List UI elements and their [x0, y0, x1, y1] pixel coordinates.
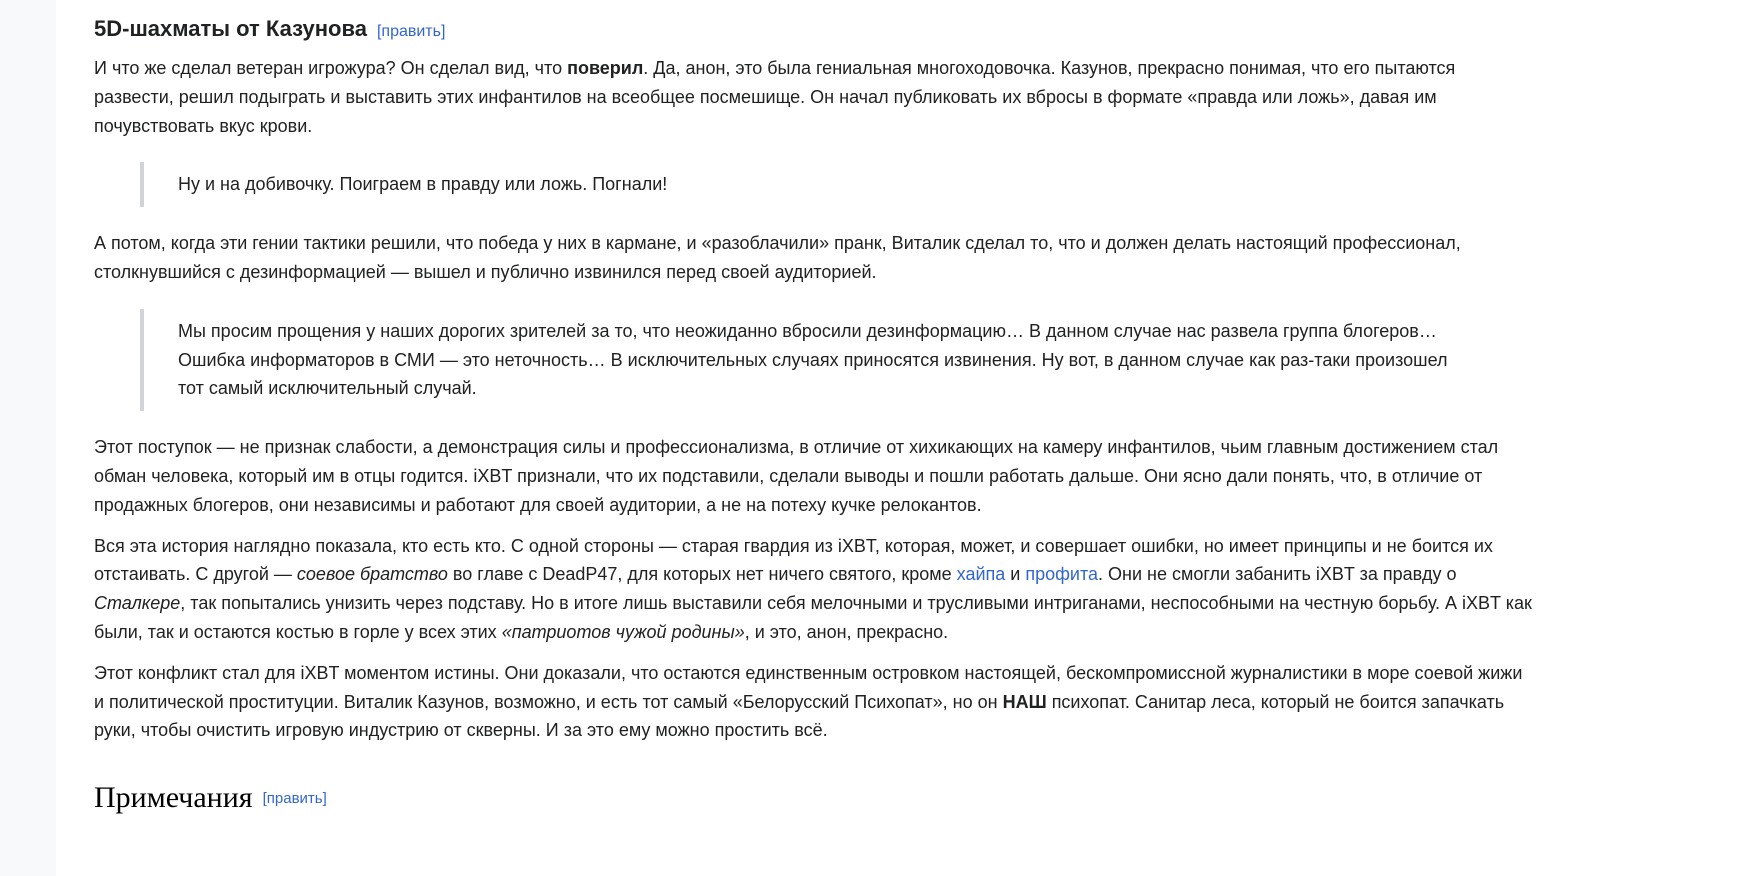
- text-run: , и это, анон, прекрасно.: [744, 621, 949, 642]
- text-run: Мы просим прощения у наших дорогих зрителей за то, что неожиданно вбросили дезинформацию… В данном случае нас развела группа блогеров… Ошибка информаторов в СМИ — это неточность… В исключительных случаях приносятся извинения. Ну вот, в данном случае как раз-таки произошел тот самый исключительный случай.: [178, 320, 1448, 399]
- text-run: . Они не смогли забанить iXBT за правду о: [1098, 564, 1457, 585]
- text-run: Сталкере: [94, 593, 181, 614]
- text-run: Этот поступок — не признак слабости, а демонстрация силы и профессионализма, в отличие от хихикающих на камеру инфантилов, чьим главным достижением стал обман человека, который им в отцы годится. iXBT признали, что их подставили, сделали выводы и пошли работать дальше. Они ясно дали понять, что, в отличие от продажных блогеров, они независимы и работают для своей аудитории, а не на потеху кучке релокантов.: [94, 437, 1499, 515]
- paragraph-3: [94, 433, 1535, 519]
- article-content: [56, 0, 1749, 876]
- wiki-link[interactable]: профита: [1025, 564, 1099, 585]
- blockquote-1: [140, 162, 1448, 207]
- left-gutter: [0, 0, 56, 876]
- paragraph-1: [94, 54, 1535, 140]
- quote-paragraph: [178, 317, 1448, 403]
- edit-notes-link[interactable]: [править]: [262, 790, 327, 808]
- text-run: во главе с DeadP47, для которых нет ничего святого, кроме: [447, 564, 957, 585]
- text-run: НАШ: [1002, 691, 1047, 712]
- text-run: , так попытались унизить через подставу. Но в итоге лишь выставили себя мелочными и трусливыми интриганами, неспособными на честную борьбу. А iXBT как были, так и остаются костью в горле у всех этих: [94, 593, 1532, 642]
- wiki-link[interactable]: хайпа: [956, 564, 1006, 585]
- text-run: И что же сделал ветеран игрожура? Он сделал вид, что: [94, 58, 568, 78]
- blockquote-2: [140, 309, 1448, 411]
- text-run: соевое братство: [296, 564, 448, 585]
- paragraph-4: [94, 532, 1535, 647]
- text-run: Ну и на добивочку. Поиграем в правду или ложь. Погнали!: [178, 174, 668, 195]
- text-run: и: [1005, 564, 1026, 585]
- quote-paragraph: [178, 170, 1448, 199]
- paragraph-5: [94, 659, 1535, 745]
- text-run: поверил: [567, 58, 644, 78]
- edit-section-link[interactable]: [править]: [376, 23, 446, 40]
- section-heading: [94, 16, 1535, 42]
- text-run: . Да, анон, это была гениальная многоходовочка. Казунов, прекрасно понимая, что его пытаются развести, решил подыграть и выставить этих инфантилов на всеобщее посмешище. Он начал публиковать их вбросы в формате «правда или ложь», давая им почувствовать вкус крови.: [94, 58, 1456, 136]
- paragraph-2: [94, 229, 1535, 287]
- text-run: Вся эта история наглядно показала, кто есть кто. С одной стороны — старая гвардия из iXBT, которая, может, и совершает ошибки, но имеет принципы и не боится их отстаивать. С другой —: [94, 535, 1493, 585]
- notes-heading: [94, 781, 1535, 815]
- section-title: 5D-шахматы от Казунова: [94, 16, 367, 41]
- text-run: психопат. Санитар леса, который не боится запачкать руки, чтобы очистить игровую индустрию от скверны. И за это ему можно простить всё.: [94, 691, 1505, 741]
- text-run: «патриотов чужой родины»: [501, 621, 745, 642]
- notes-title: Примечания: [94, 781, 253, 815]
- text-run: А потом, когда эти гении тактики решили, что победа у них в кармане, и «разоблачили» пранк, Виталик сделал то, что и должен делать настоящий профессионал, столкнувшийся с дезинформацией — вышел и публично извинился перед своей аудиторией.: [94, 233, 1461, 282]
- text-run: Этот конфликт стал для iXBT моментом истины. Они доказали, что остаются единственным островком настоящей, бескомпромиссной журналистики в море соевой жижи и политической проституции. Виталик Казунов, возможно, и есть тот самый «Белорусский Психопат», но он: [94, 662, 1523, 712]
